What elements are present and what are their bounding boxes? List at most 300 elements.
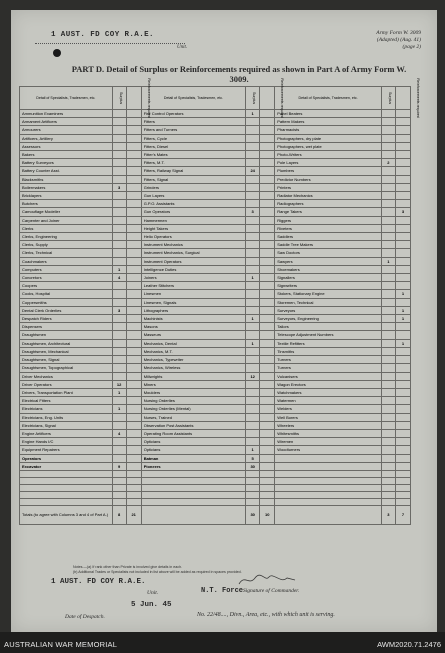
reinf-count (126, 290, 141, 298)
trade-name: Intelligence Duties (141, 265, 245, 273)
reinf-count (395, 298, 410, 306)
notes (73, 565, 393, 575)
reinf-count (260, 142, 275, 150)
note-b: (b) Additional Trades or Specialists not included in list above will be added as required in spaces provided. (73, 570, 242, 574)
division-line: No. 22/48...., Divn., Area, etc., with which unit is serving. (197, 612, 335, 618)
trade-name: Bricklayers (20, 192, 113, 200)
surplus-count: 12 (112, 380, 126, 388)
table-row (20, 290, 411, 298)
signature-caption: Signature of Commander. (243, 588, 300, 594)
trade-name: Joiners (141, 274, 245, 282)
surplus-count (381, 151, 395, 159)
surplus-count (112, 438, 126, 446)
blank-cell (381, 470, 395, 477)
reinf-count (126, 110, 141, 118)
trade-name: Stokers, Stationary Engine (275, 290, 382, 298)
trade-name: Tinsmiths (275, 347, 382, 355)
trade-name: Fitters, Railway Signal (141, 167, 245, 175)
reinf-count (126, 167, 141, 175)
surplus-count: 5 (246, 454, 260, 462)
surplus-count (246, 233, 260, 241)
blank-cell (126, 477, 141, 484)
trade-name: Wagon Erectors (275, 380, 382, 388)
surplus-count (246, 421, 260, 429)
trade-name: Watchmakers (275, 388, 382, 396)
surplus-count: 1 (112, 405, 126, 413)
surplus-count (112, 257, 126, 265)
blank-row (20, 491, 411, 498)
trade-header-1: Detail of Specialists, Tradesmen, etc. (20, 87, 113, 110)
table-row (20, 429, 411, 437)
blank-cell (275, 498, 382, 505)
surplus-count: 3 (112, 183, 126, 191)
surplus-count (381, 183, 395, 191)
reinf-count (395, 151, 410, 159)
reinf-count (260, 216, 275, 224)
reinf-count (395, 159, 410, 167)
trade-name: Panel Beaters (275, 110, 382, 118)
trade-name: Draughtsmen, Topographical (20, 364, 113, 372)
blank-cell (141, 470, 245, 477)
reinf-count (260, 429, 275, 437)
reinf-count (395, 405, 410, 413)
blank-cell (260, 491, 275, 498)
trade-name: Grinders (141, 183, 245, 191)
reinf-count (126, 315, 141, 323)
surplus-count (246, 159, 260, 167)
trade-header-3: Detail of Specialists, Tradesmen, etc. (275, 87, 382, 110)
surplus-count (381, 233, 395, 241)
trade-name: Dispensers (20, 323, 113, 331)
trade-name: Storemen, Technical (275, 298, 382, 306)
table-row (20, 413, 411, 421)
reinf-count (126, 429, 141, 437)
reinf-count (260, 454, 275, 462)
trade-name: Ammunition Examiners (20, 110, 113, 118)
trade-name: Engine Artificers (20, 429, 113, 437)
trade-name: Miners (141, 380, 245, 388)
blank-cell (275, 470, 382, 477)
surplus-count (112, 159, 126, 167)
trade-name: G.P.O. Assistants (141, 200, 245, 208)
reinf-count (260, 192, 275, 200)
typed-trade-name: Excavator (20, 462, 113, 470)
surplus-count (112, 126, 126, 134)
trade-name: Photographers, wet plate (275, 142, 382, 150)
surplus-count (112, 167, 126, 175)
archive-id: AWM2020.71.2476 (377, 640, 441, 649)
surplus-count (112, 118, 126, 126)
reinf-count (395, 364, 410, 372)
table-row (20, 265, 411, 273)
blank-cell (395, 498, 410, 505)
reinf-count (126, 151, 141, 159)
surplus-count (246, 438, 260, 446)
reinf-count (126, 380, 141, 388)
table-row (20, 364, 411, 372)
surplus-count (381, 298, 395, 306)
trade-name: Despatch Riders (20, 315, 113, 323)
surplus-count: 30 (246, 462, 260, 470)
reinf-count (260, 110, 275, 118)
surplus-count: 4 (112, 274, 126, 282)
trade-name: Helio Operators (141, 233, 245, 241)
reinf-count (395, 282, 410, 290)
surplus-count (246, 306, 260, 314)
reinf-count (395, 241, 410, 249)
surplus-count (112, 298, 126, 306)
trade-name: Coopers (20, 282, 113, 290)
reinf-count (395, 249, 410, 257)
trade-name: Camouflage Modeller (20, 208, 113, 216)
reinf-count (260, 118, 275, 126)
table-header-row (20, 87, 411, 110)
trade-name: Equipment Repairers (20, 446, 113, 454)
reinf-count (126, 233, 141, 241)
trade-name: Boilermakers (20, 183, 113, 191)
surplus-count (246, 388, 260, 396)
unit-name: 1 AUST. FD COY R.A.E. (51, 31, 154, 39)
trade-name: Whitesmiths (275, 429, 382, 437)
surplus-count (381, 290, 395, 298)
table-row (20, 216, 411, 224)
typed-trade-name (275, 462, 382, 470)
blank-cell (275, 477, 382, 484)
surplus-count (112, 134, 126, 142)
surplus-count (381, 241, 395, 249)
reinf-count (395, 274, 410, 282)
trade-name: Instrument Operators (141, 257, 245, 265)
surplus-count (112, 356, 126, 364)
reinf-count (126, 347, 141, 355)
specialists-table (19, 78, 420, 525)
reinf-count (395, 356, 410, 364)
typed-trade-name: Batman (141, 454, 245, 462)
blank-cell (20, 498, 113, 505)
trade-name: Gun Operators (141, 208, 245, 216)
trade-name: Drivers, Transportation Plant (20, 388, 113, 396)
table-row (20, 183, 411, 191)
form-adapted: (Adapted) (Aug. 41) (376, 37, 421, 43)
trade-name: Draughtsmen, Signal (20, 356, 113, 364)
surplus-count (381, 438, 395, 446)
unit-underline (35, 43, 185, 44)
blank-cell (381, 484, 395, 491)
surplus-count (381, 339, 395, 347)
reinf-count (126, 192, 141, 200)
trade-name: Pole Layers (275, 159, 382, 167)
blank-cell (112, 477, 126, 484)
surplus-count (246, 142, 260, 150)
surplus-count (381, 126, 395, 134)
reinf-count (126, 216, 141, 224)
reinf-count (260, 208, 275, 216)
table-row (20, 380, 411, 388)
surplus-count (246, 413, 260, 421)
reinf-count (126, 282, 141, 290)
surplus-count (246, 405, 260, 413)
trade-name: Radiographers (275, 200, 382, 208)
reinf-count (395, 380, 410, 388)
table-row (20, 339, 411, 347)
form-identifier (341, 30, 421, 51)
trade-name: Predictor Numbers (275, 175, 382, 183)
surplus-count (112, 323, 126, 331)
surplus-count (246, 298, 260, 306)
blank-cell (112, 470, 126, 477)
surplus-count (381, 110, 395, 118)
trade-name: Woodturners (275, 446, 382, 454)
blank-cell (141, 484, 245, 491)
trade-name: Turners (275, 364, 382, 372)
trade-name: Mechanics, Typewriter (141, 356, 245, 364)
reinf-count (395, 331, 410, 339)
blank-cell (112, 484, 126, 491)
surplus-count (246, 347, 260, 355)
typed-row (20, 454, 411, 462)
trade-name: Height Takers (141, 224, 245, 232)
trade-name: Engine Hands I/C (20, 438, 113, 446)
blank-cell (246, 484, 260, 491)
reinf-count (126, 405, 141, 413)
reinf-count (395, 429, 410, 437)
blank-cell (395, 470, 410, 477)
surplus-count (381, 347, 395, 355)
trade-name: Clerks (20, 224, 113, 232)
table-row (20, 421, 411, 429)
trade-name: Printers (275, 183, 382, 191)
commander-signature (237, 572, 297, 588)
reinf-count (395, 454, 410, 462)
blank-cell (126, 484, 141, 491)
trade-name: Instrument Mechanics (141, 241, 245, 249)
reinf-count (395, 192, 410, 200)
trade-name: Welders (275, 405, 382, 413)
table-row (20, 175, 411, 183)
trade-name: Riveters (275, 224, 382, 232)
reinf-count (260, 446, 275, 454)
table-row (20, 134, 411, 142)
trade-name: Riggers (275, 216, 382, 224)
reinf-count (260, 380, 275, 388)
trade-name: Textile Refitters (275, 339, 382, 347)
blank-cell (260, 470, 275, 477)
trade-name: Armament Artificers (20, 118, 113, 126)
surplus-count (112, 282, 126, 290)
trade-name: Saddle Tree Makers (275, 241, 382, 249)
reinf-count (260, 372, 275, 380)
note-a: Notes.—(a) If rank other than Private is involved give details in each. (73, 565, 183, 569)
trade-name: Surveyors (275, 306, 382, 314)
trade-name: Fitters and Turners (141, 126, 245, 134)
reinf-count (395, 323, 410, 331)
surplus-count (381, 142, 395, 150)
reinf-count (260, 134, 275, 142)
trade-name: Shoemakers (275, 265, 382, 273)
reinf-count (260, 224, 275, 232)
surplus-count (381, 454, 395, 462)
surplus-count (112, 241, 126, 249)
total-surplus: 8 (112, 505, 126, 524)
trade-name: Surveyors, Engineering (275, 315, 382, 323)
trade-name: Turners (275, 356, 382, 364)
surplus-count (381, 175, 395, 183)
surplus-count: 12 (246, 372, 260, 380)
trade-name: Vulcanisers (275, 372, 382, 380)
reinf-count (260, 282, 275, 290)
trade-name: Assessors (20, 142, 113, 150)
trade-name: Fire Control Operators (141, 110, 245, 118)
blank-cell (275, 484, 382, 491)
trade-name: Millwrights (141, 372, 245, 380)
reinf-count (126, 364, 141, 372)
trade-name: Fitters, Cycle (141, 134, 245, 142)
reinf-count: 1 (395, 339, 410, 347)
trade-name: Linesmen (141, 290, 245, 298)
surplus-count (112, 339, 126, 347)
reinf-count (260, 257, 275, 265)
reinf-count (260, 339, 275, 347)
surplus-count (112, 200, 126, 208)
surplus-count (381, 200, 395, 208)
reinf-count (126, 159, 141, 167)
table-row (20, 110, 411, 118)
trade-name: Opticians (141, 446, 245, 454)
reinf-count (260, 388, 275, 396)
blank-cell (260, 498, 275, 505)
reinf-count (126, 323, 141, 331)
reinf-count (126, 208, 141, 216)
surplus-header-1: Surplus (112, 87, 126, 110)
table-row (20, 249, 411, 257)
surplus-count (246, 249, 260, 257)
surplus-count (381, 118, 395, 126)
blank-cell (246, 477, 260, 484)
trade-name: Opticians (141, 438, 245, 446)
blank-cell (246, 491, 260, 498)
surplus-count (381, 413, 395, 421)
table-row (20, 438, 411, 446)
reinf-count (260, 126, 275, 134)
archive-name: AUSTRALIAN WAR MEMORIAL (4, 640, 118, 649)
table-row (20, 233, 411, 241)
surplus-count (246, 257, 260, 265)
trade-name: Clerks, Technical (20, 249, 113, 257)
reinf-count (126, 454, 141, 462)
trade-name: Dental Clerk Orderlies (20, 306, 113, 314)
trade-name: Hammermen (141, 216, 245, 224)
trade-name: Photographers, dry plate (275, 134, 382, 142)
surplus-count (381, 446, 395, 454)
reinf-count (126, 142, 141, 150)
surplus-count (381, 372, 395, 380)
trade-name: Observation Post Assistants (141, 421, 245, 429)
surplus-count: 1 (246, 315, 260, 323)
surplus-count (246, 118, 260, 126)
reinf-count (260, 364, 275, 372)
reinf-count (395, 446, 410, 454)
table-row (20, 151, 411, 159)
reinf-count (260, 397, 275, 405)
trade-name: Draughtsmen, Architectural (20, 339, 113, 347)
surplus-count (112, 216, 126, 224)
table-row (20, 446, 411, 454)
table-row (20, 126, 411, 134)
surplus-count (246, 356, 260, 364)
trade-name: Clerks, Supply (20, 241, 113, 249)
blank-cell (260, 484, 275, 491)
reinf-count (260, 183, 275, 191)
trade-name: Concretors (20, 274, 113, 282)
table-row (20, 331, 411, 339)
blank-cell (381, 491, 395, 498)
trade-name: Signwriters (275, 282, 382, 290)
surplus-count (381, 274, 395, 282)
blank-cell (20, 477, 113, 484)
blank-cell (20, 491, 113, 498)
surplus-count (246, 282, 260, 290)
reinf-count (126, 388, 141, 396)
blank-cell (395, 477, 410, 484)
table-row (20, 356, 411, 364)
trade-name: Nursing Orderlies (141, 397, 245, 405)
trade-name: Electrical Fitters (20, 397, 113, 405)
surplus-count (112, 151, 126, 159)
trade-name: Nursing Orderlies (Mental) (141, 405, 245, 413)
surplus-count (112, 347, 126, 355)
trade-name: Fitters, Diesel (141, 142, 245, 150)
trade-name: Electricians, Signal (20, 421, 113, 429)
form-number: Army Form W. 3009 (376, 30, 421, 36)
surplus-count (381, 315, 395, 323)
surplus-count (246, 241, 260, 249)
surplus-count (112, 397, 126, 405)
surplus-count (381, 192, 395, 200)
trade-name: Blacksmiths (20, 175, 113, 183)
reinf-count (126, 126, 141, 134)
reinf-count (126, 372, 141, 380)
table-row (20, 224, 411, 232)
trade-name: Moulders (141, 388, 245, 396)
trade-name: Sawyers (275, 257, 382, 265)
reinf-count (126, 331, 141, 339)
surplus-count: 1 (112, 265, 126, 273)
reinf-count (260, 462, 275, 470)
reinf-count (260, 438, 275, 446)
surplus-count (246, 290, 260, 298)
reinf-count (260, 413, 275, 421)
trade-name: Well Borers (275, 413, 382, 421)
trade-name: Instrument Mechanics, Surgical (141, 249, 245, 257)
surplus-count (381, 364, 395, 372)
surplus-count (246, 224, 260, 232)
reinf-count (260, 347, 275, 355)
surplus-count (381, 356, 395, 364)
despatch-date: 5 Jun. 45 (131, 601, 172, 609)
reinf-count (126, 298, 141, 306)
surplus-count (112, 233, 126, 241)
reinf-count (260, 241, 275, 249)
reinf-count (395, 421, 410, 429)
total-reinf: 21 (126, 505, 141, 524)
surplus-count (381, 216, 395, 224)
totals-spacer (141, 505, 245, 524)
surplus-count: 1 (112, 388, 126, 396)
reinf-count (395, 372, 410, 380)
table-row (20, 200, 411, 208)
reinf-count (260, 159, 275, 167)
trade-name: Signallers (275, 274, 382, 282)
